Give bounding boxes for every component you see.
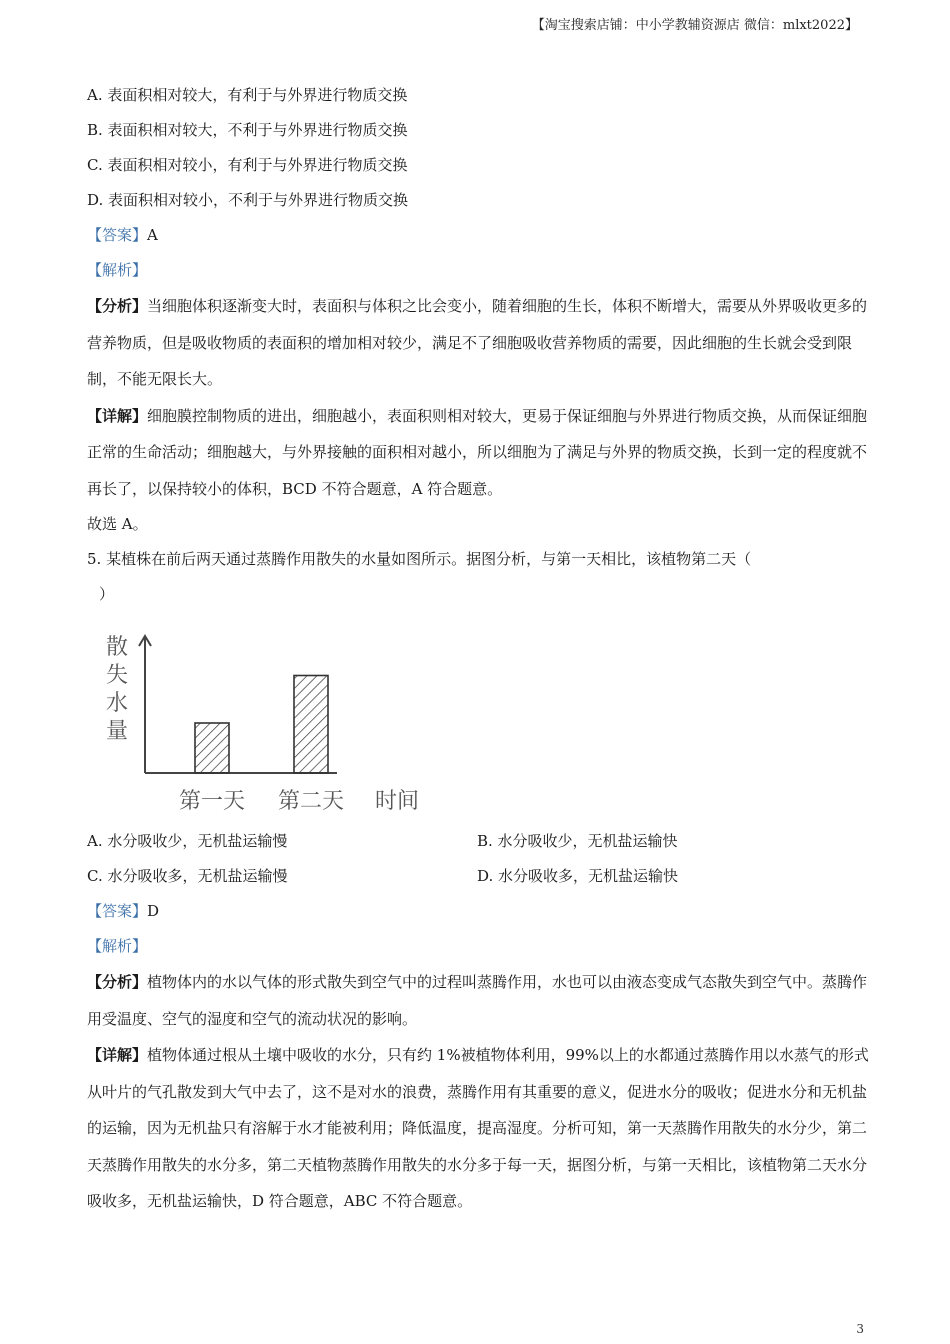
q4-xiangjie bbox=[87, 398, 877, 508]
q5-option-d: D. 水分吸收多，无机盐运输快 bbox=[477, 867, 679, 885]
q4-conclusion: 故选 A。 bbox=[87, 515, 148, 533]
q4-analysis-heading bbox=[87, 253, 877, 288]
q5-answer-value: D bbox=[147, 902, 160, 920]
document-body bbox=[87, 78, 877, 1220]
q5-fenxi-text: 植物体内的水以气体的形式散失到空气中的过程叫蒸腾作用，水也可以由液态变成气态散失到空气中。蒸腾作用受温度、空气的湿度和空气的流动状况的影响。 bbox=[87, 973, 868, 1028]
q4-xiangjie-text: 细胞膜控制物质的进出，细胞越小，表面积则相对较大，更易于保证细胞与外界进行物质交换，从而保证细胞正常的生命活动；细胞越大，与外界接触的面积相对越小，所以细胞为了满足与外界的物质交换，长到一定的程度就不再长了，以保持较小的体积，BCD 不符合题意，A 符合题意。 bbox=[87, 406, 868, 498]
transpiration-chart bbox=[87, 618, 447, 818]
bar-1 bbox=[195, 723, 229, 773]
q5-option-c: C. 水分吸收多，无机盐运输慢 bbox=[87, 867, 288, 885]
shop-header-note: 【淘宝搜索店铺：中小学教辅资源店 微信：mlxt2022】 bbox=[531, 18, 858, 33]
q5-xiangjie bbox=[87, 1037, 877, 1220]
y-axis-label-char-3: 水 bbox=[105, 691, 129, 716]
x-tick-label-2: 第二天 bbox=[277, 789, 345, 814]
q4-answer bbox=[87, 218, 877, 253]
q5-option-a: A. 水分吸收少，无机盐运输慢 bbox=[87, 832, 288, 850]
q4-xiangjie-label: 【详解】 bbox=[87, 406, 148, 425]
q4-fenxi-label: 【分析】 bbox=[87, 297, 148, 315]
y-axis-label-char-4: 量 bbox=[105, 719, 129, 744]
bar-2 bbox=[294, 676, 328, 774]
q5-analysis-heading bbox=[87, 929, 877, 964]
q5-options bbox=[87, 824, 877, 894]
x-axis-label: 时间 bbox=[374, 789, 420, 814]
y-axis-label-char-1: 散 bbox=[105, 635, 129, 660]
q5-stem: 5. 某植株在前后两天通过蒸腾作用散失的水量如图所示。据图分析，与第一天相比，该植物第二天（ bbox=[87, 550, 752, 568]
q5-analysis-label: 【解析】 bbox=[87, 937, 148, 955]
q4-option-d: D. 表面积相对较小，不利于与外界进行物质交换 bbox=[87, 191, 409, 209]
q5-answer-label: 【答案】 bbox=[87, 902, 148, 920]
q5-answer bbox=[87, 894, 877, 929]
chart-svg bbox=[97, 618, 437, 818]
q4-answer-value: A bbox=[147, 226, 158, 244]
q4-fenxi bbox=[87, 288, 877, 398]
q4-option-a: A. 表面积相对较大，有利于与外界进行物质交换 bbox=[87, 86, 408, 104]
q5-stem-paren: ） bbox=[99, 585, 115, 603]
q5-fenxi-label: 【分析】 bbox=[87, 973, 148, 991]
page-number: 3 bbox=[856, 1322, 864, 1336]
q5-xiangjie-label: 【详解】 bbox=[87, 1046, 148, 1064]
x-tick-label-1: 第一天 bbox=[178, 789, 246, 814]
q4-option-b: B. 表面积相对较大，不利于与外界进行物质交换 bbox=[87, 121, 408, 139]
y-axis-label-char-2: 失 bbox=[105, 663, 129, 688]
q5-fenxi bbox=[87, 964, 877, 1037]
q5-xiangjie-text: 植物体通过根从土壤中吸收的水分，只有约 1%被植物体利用，99%以上的水都通过蒸腾作用以水蒸气的形式从叶片的气孔散发到大气中去了，这不是对水的浪费，蒸腾作用有其重要的意义，促进水分的吸收；促进水分和无机盐的运输，因为无机盐只有溶解于水才能被利用；降低温度，提高湿度。分析可知，第一天蒸腾作用散失的水分少，第二天蒸腾作用散失的水分多，第二天植物蒸腾作用散失的水分多于每一天，据图分析，与第一天相比，该植物第二天水分吸收多，无机盐运输快，D 符合题意，ABC 不符合题意。 bbox=[87, 1046, 869, 1210]
q4-answer-label: 【答案】 bbox=[87, 226, 148, 244]
q4-analysis-label: 【解析】 bbox=[87, 261, 148, 279]
q4-option-c: C. 表面积相对较小，有利于与外界进行物质交换 bbox=[87, 156, 408, 174]
q4-fenxi-text: 当细胞体积逐渐变大时，表面积与体积之比会变小，随着细胞的生长，体积不断增大，需要从外界吸收更多的营养物质，但是吸收物质的表面积的增加相对较少，满足不了细胞吸收营养物质的需要，因此细胞的生长就会受到限制，不能无限长大。 bbox=[87, 297, 868, 388]
q5-option-b: B. 水分吸收少，无机盐运输快 bbox=[477, 832, 678, 850]
